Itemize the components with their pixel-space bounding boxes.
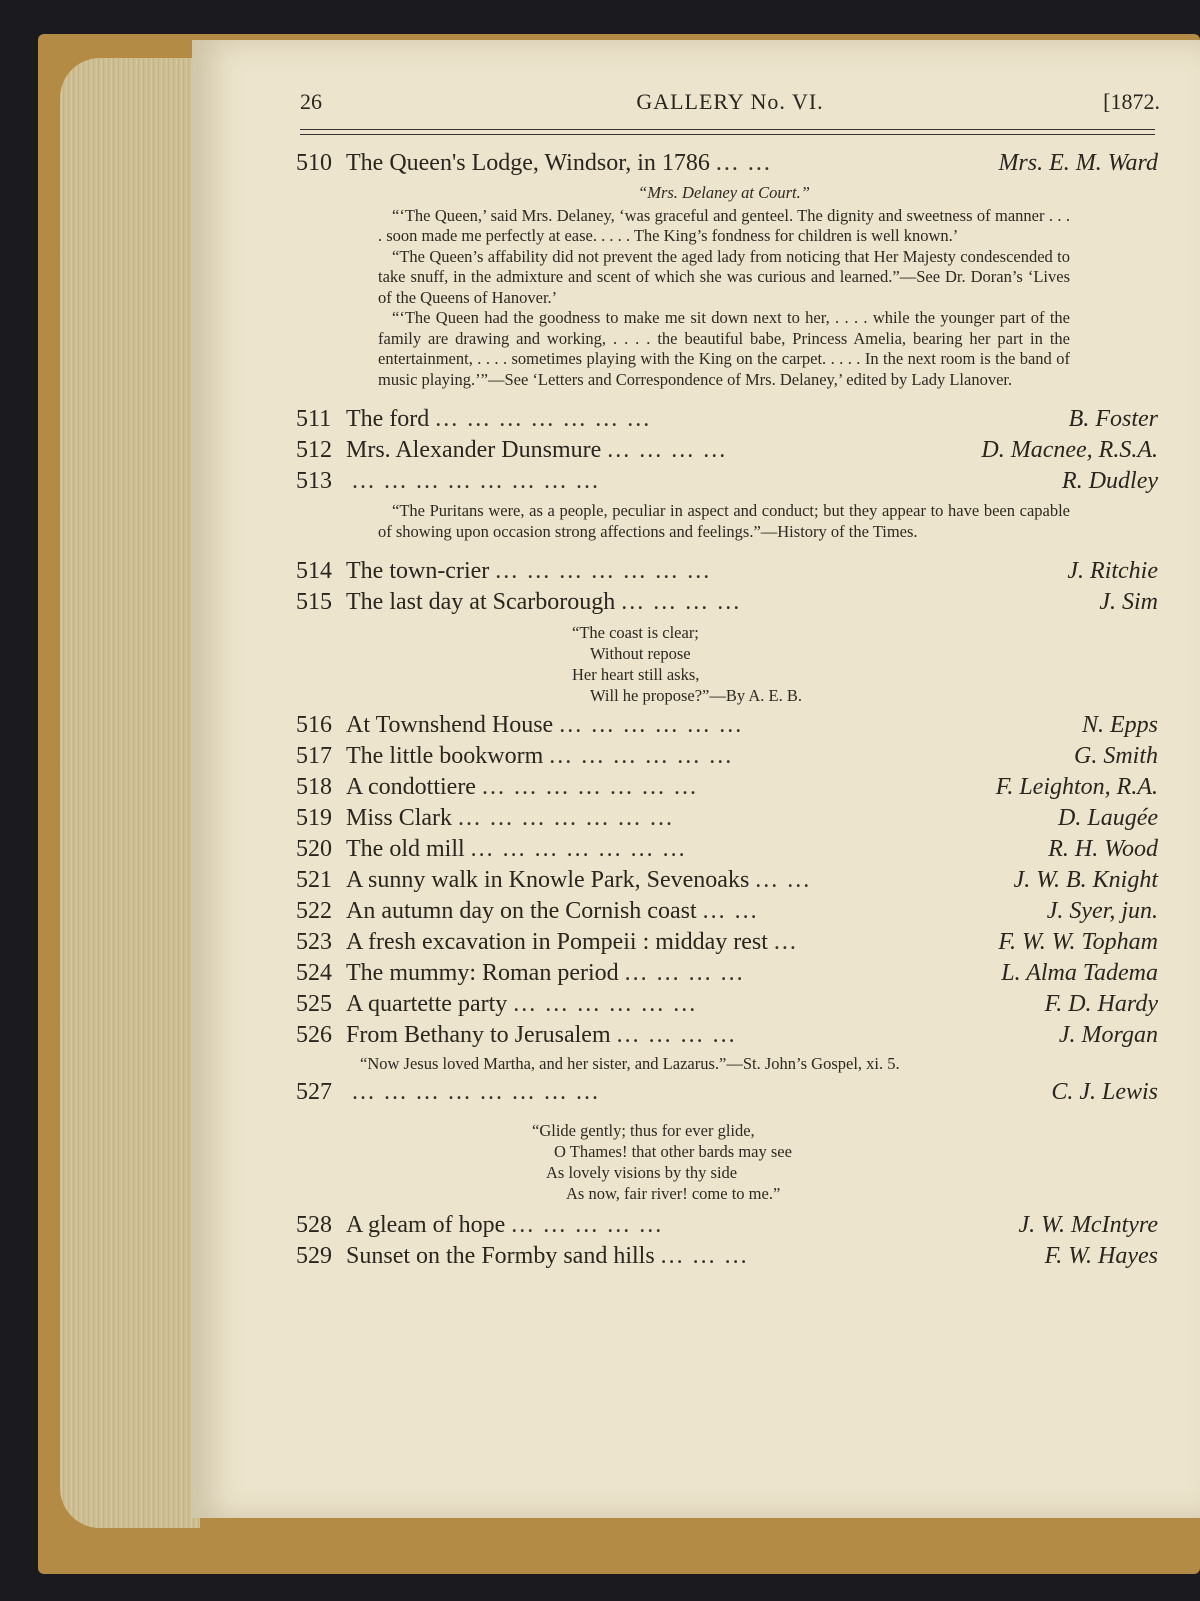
catalogue-entry: 510 The Queen's Lodge, Windsor, in 1786 ... ... Mrs. E. M. Ward <box>296 150 1158 176</box>
page-header <box>300 85 1160 125</box>
catalogue-entry: 512 Mrs. Alexander Dunsmure ... ... ... ... D. Macnee, R.S.A. <box>296 437 1158 463</box>
catalogue-list <box>296 148 1158 1272</box>
catalogue-entry: 517 The little bookworm ... ... ... ... ... ... G. Smith <box>296 743 1158 769</box>
page-title: GALLERY No. VI. <box>636 89 824 114</box>
page-number: 26 <box>300 89 322 114</box>
quote-510: “Mrs. Delaney at Court.” “‘The Queen,’ said Mrs. Delaney, ‘was graceful and genteel. The dignity and sweetness of manner . . . . soon made me perfectly at ease. . . . . The King’s fondness for children is well known.’ “The Queen’s affability did not prevent the aged lady from noticing that Her Majesty condescended to take snuff, in the admixture and scent of which she was curious and learned.”—See Dr. Doran’s ‘Lives of the Queens of Hanover.’ “‘The Queen had the goodness to make me sit down next to her, . . . . while the younger part of the family are drawing and working, . . . . the beautiful babe, Princess Amelia, bearing her part in the entertainment, . . . . sometimes playing with the King on the carpet. . . . . In the next room is the band of music playing.’”—See ‘Letters and Correspondence of Mrs. Delaney,’ edited by Lady Llanover. <box>378 183 1070 389</box>
catalogue-entry: 525 A quartette party ... ... ... ... ... ... F. D. Hardy <box>296 991 1158 1017</box>
catalogue-entry: 520 The old mill ... ... ... ... ... ... ... R. H. Wood <box>296 836 1158 862</box>
catalogue-entry: 527 ... ... ... ... ... ... ... ... C. J. Lewis <box>296 1079 1158 1105</box>
catalogue-entry: 528 A gleam of hope ... ... ... ... ... J. W. McIntyre <box>296 1212 1158 1238</box>
catalogue-entry: 524 The mummy: Roman period ... ... ... ... L. Alma Tadema <box>296 960 1158 986</box>
verse-515: “The coast is clear; Without repose Her heart still asks, Will he propose?”—By A. E. B. <box>572 623 802 705</box>
page-year: [1872. <box>1103 89 1160 114</box>
verse-527: “Glide gently; thus for ever glide, O Thames! that other bards may see As lovely visions by thy side As now, fair river! come to me.” <box>532 1121 792 1203</box>
catalogue-entry: 513 ... ... ... ... ... ... ... ... R. Dudley <box>296 468 1158 494</box>
catalogue-entry: 518 A condottiere ... ... ... ... ... ... ... F. Leighton, R.A. <box>296 774 1158 800</box>
quote-526: “Now Jesus loved Martha, and her sister, and Lazarus.”—St. John’s Gospel, xi. 5. <box>360 1054 900 1073</box>
catalogue-entry: 514 The town-crier ... ... ... ... ... ... ... J. Ritchie <box>296 558 1158 584</box>
catalogue-entry: 516 At Townshend House ... ... ... ... ... ... N. Epps <box>296 712 1158 738</box>
catalogue-entry: 526 From Bethany to Jerusalem ... ... ... ... J. Morgan <box>296 1022 1158 1048</box>
catalogue-entry: 519 Miss Clark ... ... ... ... ... ... ... D. Laugée <box>296 805 1158 831</box>
header-rule <box>300 129 1155 130</box>
quote-513: “The Puritans were, as a people, peculiar in aspect and conduct; but they appear to have been capable of showing upon occasion strong affections and feelings.”—History of the Times. <box>378 501 1070 541</box>
catalogue-entry: 511 The ford ... ... ... ... ... ... ... B. Foster <box>296 406 1158 432</box>
catalogue-entry: 521 A sunny walk in Knowle Park, Sevenoaks ... ... J. W. B. Knight <box>296 867 1158 893</box>
page-edges <box>60 58 200 1528</box>
catalogue-entry: 523 A fresh excavation in Pompeii : midday rest ... F. W. W. Topham <box>296 929 1158 955</box>
catalogue-entry: 522 An autumn day on the Cornish coast ... ... J. Syer, jun. <box>296 898 1158 924</box>
header-rule-thin <box>300 134 1155 135</box>
catalogue-entry: 529 Sunset on the Formby sand hills ... ... ... F. W. Hayes <box>296 1243 1158 1269</box>
catalogue-entry: 515 The last day at Scarborough ... ... ... ... J. Sim <box>296 589 1158 615</box>
